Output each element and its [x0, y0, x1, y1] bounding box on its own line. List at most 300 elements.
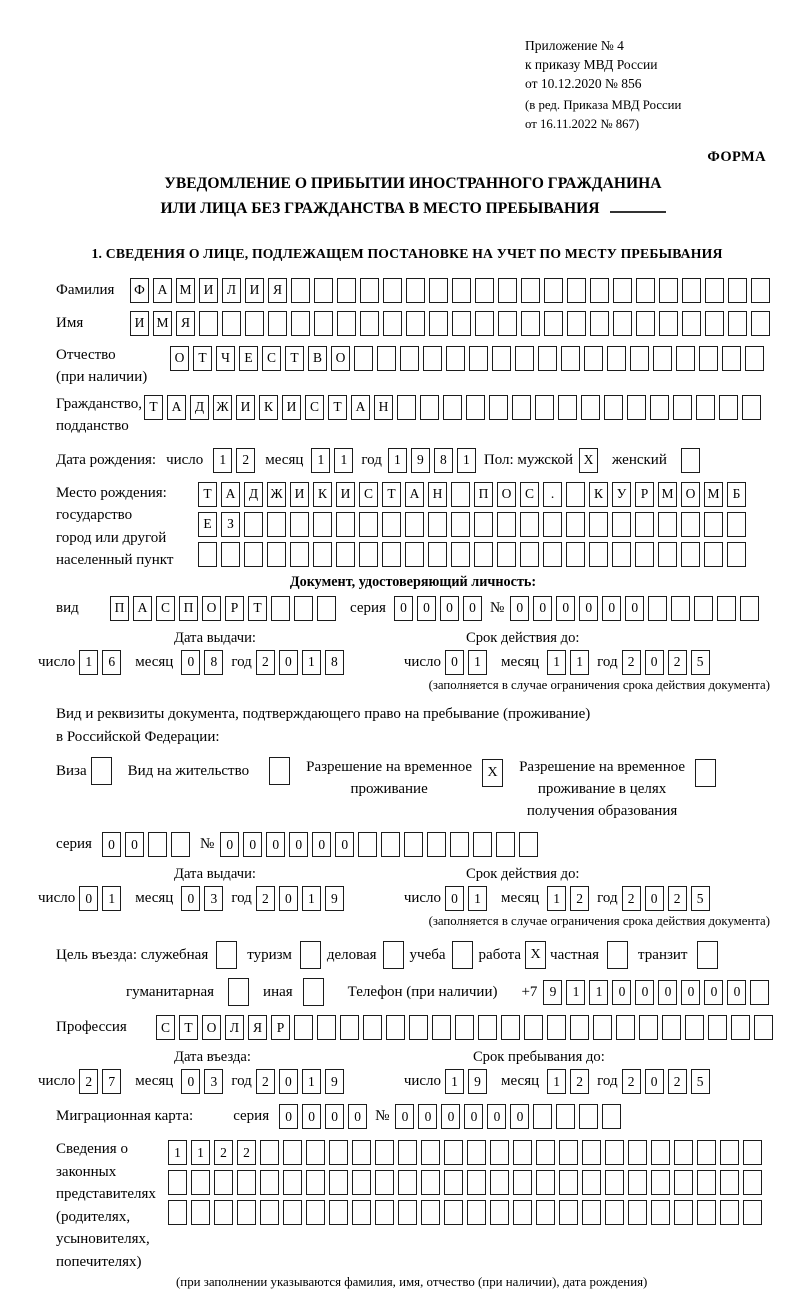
purpose-business-checkbox[interactable]: [383, 941, 404, 969]
char-cell[interactable]: [214, 1200, 233, 1225]
char-cell[interactable]: [473, 832, 492, 857]
char-cell[interactable]: [283, 1200, 302, 1225]
char-cell[interactable]: Р: [225, 596, 244, 621]
char-cell[interactable]: 2: [668, 1069, 687, 1094]
char-cell[interactable]: [697, 1140, 716, 1165]
char-cell[interactable]: И: [336, 482, 355, 507]
char-cell[interactable]: [521, 278, 540, 303]
char-cell[interactable]: [590, 311, 609, 336]
char-cell[interactable]: 0: [279, 1104, 298, 1129]
char-cell[interactable]: К: [313, 482, 332, 507]
char-cell[interactable]: [751, 278, 770, 303]
char-cell[interactable]: [682, 311, 701, 336]
char-cell[interactable]: [705, 311, 724, 336]
char-cell[interactable]: [359, 512, 378, 537]
char-cell[interactable]: [566, 482, 585, 507]
char-cell[interactable]: 1: [570, 650, 589, 675]
char-cell[interactable]: [566, 542, 585, 567]
char-cell[interactable]: [444, 1200, 463, 1225]
char-cell[interactable]: 2: [214, 1140, 233, 1165]
char-cell[interactable]: П: [474, 482, 493, 507]
char-cell[interactable]: А: [153, 278, 172, 303]
char-cell[interactable]: [377, 346, 396, 371]
char-cell[interactable]: 1: [168, 1140, 187, 1165]
char-cell[interactable]: Я: [176, 311, 195, 336]
char-cell[interactable]: [428, 512, 447, 537]
char-cell[interactable]: [329, 1170, 348, 1195]
char-cell[interactable]: 3: [204, 1069, 223, 1094]
char-cell[interactable]: [398, 1170, 417, 1195]
char-cell[interactable]: [754, 1015, 773, 1040]
char-cell[interactable]: 1: [102, 886, 121, 911]
char-cell[interactable]: 0: [464, 1104, 483, 1129]
char-cell[interactable]: В: [308, 346, 327, 371]
char-cell[interactable]: 2: [237, 1140, 256, 1165]
char-cell[interactable]: [490, 1140, 509, 1165]
char-cell[interactable]: [336, 512, 355, 537]
char-cell[interactable]: [467, 1140, 486, 1165]
char-cell[interactable]: [386, 1015, 405, 1040]
char-cell[interactable]: [467, 1170, 486, 1195]
char-cell[interactable]: [743, 1200, 762, 1225]
char-cell[interactable]: [427, 832, 446, 857]
char-cell[interactable]: [613, 311, 632, 336]
char-cell[interactable]: Л: [222, 278, 241, 303]
char-cell[interactable]: [260, 1170, 279, 1195]
char-cell[interactable]: [520, 512, 539, 537]
char-cell[interactable]: [720, 1200, 739, 1225]
char-cell[interactable]: [567, 311, 586, 336]
char-cell[interactable]: И: [282, 395, 301, 420]
char-cell[interactable]: [515, 346, 534, 371]
char-cell[interactable]: С: [156, 1015, 175, 1040]
char-cell[interactable]: [199, 311, 218, 336]
char-cell[interactable]: [635, 542, 654, 567]
char-cell[interactable]: [446, 346, 465, 371]
char-cell[interactable]: 0: [181, 1069, 200, 1094]
char-cell[interactable]: [650, 395, 669, 420]
char-cell[interactable]: [168, 1170, 187, 1195]
char-cell[interactable]: М: [658, 482, 677, 507]
char-cell[interactable]: 5: [691, 650, 710, 675]
char-cell[interactable]: [294, 1015, 313, 1040]
char-cell[interactable]: 9: [325, 886, 344, 911]
char-cell[interactable]: 2: [668, 650, 687, 675]
char-cell[interactable]: 1: [566, 980, 585, 1005]
char-cell[interactable]: [628, 1170, 647, 1195]
char-cell[interactable]: [536, 1170, 555, 1195]
char-cell[interactable]: [498, 311, 517, 336]
char-cell[interactable]: 0: [325, 1104, 344, 1129]
char-cell[interactable]: [543, 512, 562, 537]
char-cell[interactable]: К: [259, 395, 278, 420]
char-cell[interactable]: [561, 346, 580, 371]
char-cell[interactable]: С: [156, 596, 175, 621]
char-cell[interactable]: 1: [334, 448, 353, 473]
char-cell[interactable]: 1: [302, 1069, 321, 1094]
char-cell[interactable]: [628, 1140, 647, 1165]
char-cell[interactable]: 2: [622, 1069, 641, 1094]
char-cell[interactable]: [267, 542, 286, 567]
char-cell[interactable]: [745, 346, 764, 371]
char-cell[interactable]: О: [681, 482, 700, 507]
char-cell[interactable]: [636, 278, 655, 303]
char-cell[interactable]: 0: [289, 832, 308, 857]
char-cell[interactable]: Т: [193, 346, 212, 371]
char-cell[interactable]: [567, 278, 586, 303]
purpose-work-checkbox[interactable]: X: [525, 941, 546, 969]
char-cell[interactable]: 0: [348, 1104, 367, 1129]
char-cell[interactable]: 1: [311, 448, 330, 473]
char-cell[interactable]: [513, 1170, 532, 1195]
char-cell[interactable]: [728, 311, 747, 336]
char-cell[interactable]: 2: [570, 886, 589, 911]
char-cell[interactable]: [400, 346, 419, 371]
char-cell[interactable]: Д: [244, 482, 263, 507]
char-cell[interactable]: [171, 832, 190, 857]
char-cell[interactable]: [731, 1015, 750, 1040]
char-cell[interactable]: Ж: [213, 395, 232, 420]
char-cell[interactable]: [340, 1015, 359, 1040]
char-cell[interactable]: [352, 1170, 371, 1195]
char-cell[interactable]: [245, 311, 264, 336]
char-cell[interactable]: [451, 542, 470, 567]
char-cell[interactable]: [421, 1140, 440, 1165]
char-cell[interactable]: [582, 1170, 601, 1195]
char-cell[interactable]: 8: [434, 448, 453, 473]
char-cell[interactable]: 1: [547, 886, 566, 911]
char-cell[interactable]: [590, 278, 609, 303]
char-cell[interactable]: [728, 278, 747, 303]
char-cell[interactable]: [290, 512, 309, 537]
char-cell[interactable]: 9: [543, 980, 562, 1005]
char-cell[interactable]: [260, 1200, 279, 1225]
char-cell[interactable]: [383, 278, 402, 303]
char-cell[interactable]: [406, 278, 425, 303]
char-cell[interactable]: Т: [198, 482, 217, 507]
char-cell[interactable]: 0: [440, 596, 459, 621]
char-cell[interactable]: 0: [279, 1069, 298, 1094]
char-cell[interactable]: [676, 346, 695, 371]
char-cell[interactable]: 2: [668, 886, 687, 911]
char-cell[interactable]: 9: [468, 1069, 487, 1094]
char-cell[interactable]: 0: [727, 980, 746, 1005]
char-cell[interactable]: [291, 311, 310, 336]
char-cell[interactable]: [543, 542, 562, 567]
char-cell[interactable]: 0: [220, 832, 239, 857]
char-cell[interactable]: Я: [248, 1015, 267, 1040]
char-cell[interactable]: [498, 278, 517, 303]
char-cell[interactable]: [432, 1015, 451, 1040]
char-cell[interactable]: 0: [302, 1104, 321, 1129]
char-cell[interactable]: [521, 311, 540, 336]
char-cell[interactable]: [306, 1170, 325, 1195]
char-cell[interactable]: [363, 1015, 382, 1040]
char-cell[interactable]: [593, 1015, 612, 1040]
char-cell[interactable]: Ч: [216, 346, 235, 371]
char-cell[interactable]: [452, 311, 471, 336]
char-cell[interactable]: [740, 596, 759, 621]
char-cell[interactable]: Д: [190, 395, 209, 420]
char-cell[interactable]: [513, 1200, 532, 1225]
char-cell[interactable]: [421, 1200, 440, 1225]
char-cell[interactable]: [720, 1170, 739, 1195]
char-cell[interactable]: [520, 542, 539, 567]
char-cell[interactable]: [612, 512, 631, 537]
char-cell[interactable]: [469, 346, 488, 371]
char-cell[interactable]: [291, 278, 310, 303]
char-cell[interactable]: [489, 395, 508, 420]
char-cell[interactable]: [475, 278, 494, 303]
char-cell[interactable]: М: [153, 311, 172, 336]
char-cell[interactable]: [329, 1140, 348, 1165]
char-cell[interactable]: 0: [181, 886, 200, 911]
char-cell[interactable]: [697, 1200, 716, 1225]
char-cell[interactable]: [630, 346, 649, 371]
char-cell[interactable]: [359, 542, 378, 567]
char-cell[interactable]: 0: [102, 832, 121, 857]
char-cell[interactable]: [751, 311, 770, 336]
char-cell[interactable]: [570, 1015, 589, 1040]
char-cell[interactable]: [244, 542, 263, 567]
char-cell[interactable]: [148, 832, 167, 857]
char-cell[interactable]: [605, 1200, 624, 1225]
char-cell[interactable]: [519, 832, 538, 857]
char-cell[interactable]: [538, 346, 557, 371]
char-cell[interactable]: Т: [144, 395, 163, 420]
char-cell[interactable]: [704, 512, 723, 537]
char-cell[interactable]: [743, 1170, 762, 1195]
char-cell[interactable]: [313, 542, 332, 567]
char-cell[interactable]: А: [221, 482, 240, 507]
char-cell[interactable]: 2: [570, 1069, 589, 1094]
char-cell[interactable]: [604, 395, 623, 420]
char-cell[interactable]: 0: [418, 1104, 437, 1129]
char-cell[interactable]: [651, 1200, 670, 1225]
char-cell[interactable]: [290, 542, 309, 567]
char-cell[interactable]: Т: [382, 482, 401, 507]
char-cell[interactable]: [409, 1015, 428, 1040]
char-cell[interactable]: [704, 542, 723, 567]
char-cell[interactable]: [222, 311, 241, 336]
char-cell[interactable]: [513, 1140, 532, 1165]
char-cell[interactable]: [168, 1200, 187, 1225]
char-cell[interactable]: [662, 1015, 681, 1040]
char-cell[interactable]: [191, 1170, 210, 1195]
char-cell[interactable]: [314, 278, 333, 303]
char-cell[interactable]: 0: [445, 650, 464, 675]
char-cell[interactable]: [382, 542, 401, 567]
char-cell[interactable]: [404, 832, 423, 857]
char-cell[interactable]: 1: [589, 980, 608, 1005]
char-cell[interactable]: [612, 542, 631, 567]
char-cell[interactable]: 1: [302, 886, 321, 911]
char-cell[interactable]: [474, 512, 493, 537]
char-cell[interactable]: [696, 395, 715, 420]
char-cell[interactable]: [635, 512, 654, 537]
char-cell[interactable]: [352, 1140, 371, 1165]
char-cell[interactable]: Р: [635, 482, 654, 507]
char-cell[interactable]: 2: [622, 650, 641, 675]
char-cell[interactable]: [360, 278, 379, 303]
char-cell[interactable]: [381, 832, 400, 857]
char-cell[interactable]: О: [331, 346, 350, 371]
char-cell[interactable]: [547, 1015, 566, 1040]
char-cell[interactable]: [497, 542, 516, 567]
char-cell[interactable]: [743, 1140, 762, 1165]
char-cell[interactable]: [452, 278, 471, 303]
char-cell[interactable]: С: [305, 395, 324, 420]
char-cell[interactable]: [352, 1200, 371, 1225]
purpose-study-checkbox[interactable]: [452, 941, 473, 969]
char-cell[interactable]: [474, 542, 493, 567]
char-cell[interactable]: [581, 395, 600, 420]
char-cell[interactable]: А: [167, 395, 186, 420]
char-cell[interactable]: [467, 1200, 486, 1225]
char-cell[interactable]: 0: [279, 886, 298, 911]
purpose-official-checkbox[interactable]: [216, 941, 237, 969]
char-cell[interactable]: [492, 346, 511, 371]
char-cell[interactable]: К: [589, 482, 608, 507]
char-cell[interactable]: [329, 1200, 348, 1225]
char-cell[interactable]: И: [290, 482, 309, 507]
char-cell[interactable]: Р: [271, 1015, 290, 1040]
residence-permit-checkbox[interactable]: [269, 757, 290, 785]
char-cell[interactable]: [524, 1015, 543, 1040]
char-cell[interactable]: [566, 512, 585, 537]
char-cell[interactable]: О: [202, 1015, 221, 1040]
purpose-other-checkbox[interactable]: [303, 978, 324, 1006]
char-cell[interactable]: [685, 1015, 704, 1040]
char-cell[interactable]: [306, 1200, 325, 1225]
char-cell[interactable]: [651, 1140, 670, 1165]
char-cell[interactable]: [559, 1170, 578, 1195]
char-cell[interactable]: 3: [204, 886, 223, 911]
char-cell[interactable]: [651, 1170, 670, 1195]
char-cell[interactable]: [558, 395, 577, 420]
char-cell[interactable]: [375, 1140, 394, 1165]
char-cell[interactable]: 0: [441, 1104, 460, 1129]
char-cell[interactable]: [268, 311, 287, 336]
char-cell[interactable]: [658, 512, 677, 537]
char-cell[interactable]: [535, 395, 554, 420]
char-cell[interactable]: [398, 1140, 417, 1165]
purpose-private-checkbox[interactable]: [607, 941, 628, 969]
char-cell[interactable]: [627, 395, 646, 420]
char-cell[interactable]: 1: [547, 650, 566, 675]
purpose-transit-checkbox[interactable]: [697, 941, 718, 969]
char-cell[interactable]: [451, 482, 470, 507]
char-cell[interactable]: 0: [579, 596, 598, 621]
char-cell[interactable]: 0: [533, 596, 552, 621]
char-cell[interactable]: [697, 1170, 716, 1195]
char-cell[interactable]: 9: [325, 1069, 344, 1094]
char-cell[interactable]: [397, 395, 416, 420]
char-cell[interactable]: [658, 542, 677, 567]
char-cell[interactable]: 1: [191, 1140, 210, 1165]
char-cell[interactable]: [708, 1015, 727, 1040]
char-cell[interactable]: [423, 346, 442, 371]
char-cell[interactable]: 0: [487, 1104, 506, 1129]
char-cell[interactable]: [605, 1170, 624, 1195]
char-cell[interactable]: [429, 278, 448, 303]
char-cell[interactable]: [720, 1140, 739, 1165]
char-cell[interactable]: 2: [79, 1069, 98, 1094]
char-cell[interactable]: [405, 542, 424, 567]
char-cell[interactable]: С: [359, 482, 378, 507]
char-cell[interactable]: [556, 1104, 575, 1129]
char-cell[interactable]: 0: [635, 980, 654, 1005]
char-cell[interactable]: [536, 1140, 555, 1165]
char-cell[interactable]: А: [133, 596, 152, 621]
char-cell[interactable]: [191, 1200, 210, 1225]
char-cell[interactable]: [705, 278, 724, 303]
char-cell[interactable]: 5: [691, 886, 710, 911]
char-cell[interactable]: [671, 596, 690, 621]
char-cell[interactable]: 1: [468, 886, 487, 911]
char-cell[interactable]: 1: [457, 448, 476, 473]
char-cell[interactable]: 0: [243, 832, 262, 857]
gender-female-checkbox[interactable]: [681, 448, 700, 473]
char-cell[interactable]: 0: [181, 650, 200, 675]
char-cell[interactable]: 0: [335, 832, 354, 857]
char-cell[interactable]: 9: [411, 448, 430, 473]
char-cell[interactable]: [336, 542, 355, 567]
char-cell[interactable]: [497, 512, 516, 537]
char-cell[interactable]: [607, 346, 626, 371]
char-cell[interactable]: 1: [468, 650, 487, 675]
char-cell[interactable]: [354, 346, 373, 371]
char-cell[interactable]: 0: [625, 596, 644, 621]
char-cell[interactable]: [584, 346, 603, 371]
char-cell[interactable]: [579, 1104, 598, 1129]
char-cell[interactable]: [681, 512, 700, 537]
char-cell[interactable]: [405, 512, 424, 537]
char-cell[interactable]: 0: [510, 596, 529, 621]
char-cell[interactable]: [444, 1170, 463, 1195]
char-cell[interactable]: О: [170, 346, 189, 371]
char-cell[interactable]: 0: [395, 1104, 414, 1129]
char-cell[interactable]: 0: [79, 886, 98, 911]
char-cell[interactable]: [294, 596, 313, 621]
char-cell[interactable]: [613, 278, 632, 303]
visa-checkbox[interactable]: [91, 757, 112, 785]
char-cell[interactable]: [406, 311, 425, 336]
char-cell[interactable]: [616, 1015, 635, 1040]
char-cell[interactable]: 5: [691, 1069, 710, 1094]
char-cell[interactable]: И: [199, 278, 218, 303]
char-cell[interactable]: [455, 1015, 474, 1040]
char-cell[interactable]: [639, 1015, 658, 1040]
char-cell[interactable]: С: [520, 482, 539, 507]
char-cell[interactable]: И: [245, 278, 264, 303]
char-cell[interactable]: [443, 395, 462, 420]
char-cell[interactable]: 0: [704, 980, 723, 1005]
char-cell[interactable]: М: [704, 482, 723, 507]
char-cell[interactable]: 1: [547, 1069, 566, 1094]
char-cell[interactable]: О: [202, 596, 221, 621]
char-cell[interactable]: [306, 1140, 325, 1165]
char-cell[interactable]: [375, 1170, 394, 1195]
char-cell[interactable]: [221, 542, 240, 567]
temp-residence-checkbox[interactable]: X: [482, 759, 503, 787]
char-cell[interactable]: Ф: [130, 278, 149, 303]
char-cell[interactable]: [260, 1140, 279, 1165]
char-cell[interactable]: [450, 832, 469, 857]
char-cell[interactable]: Т: [328, 395, 347, 420]
char-cell[interactable]: [648, 596, 667, 621]
char-cell[interactable]: Е: [198, 512, 217, 537]
